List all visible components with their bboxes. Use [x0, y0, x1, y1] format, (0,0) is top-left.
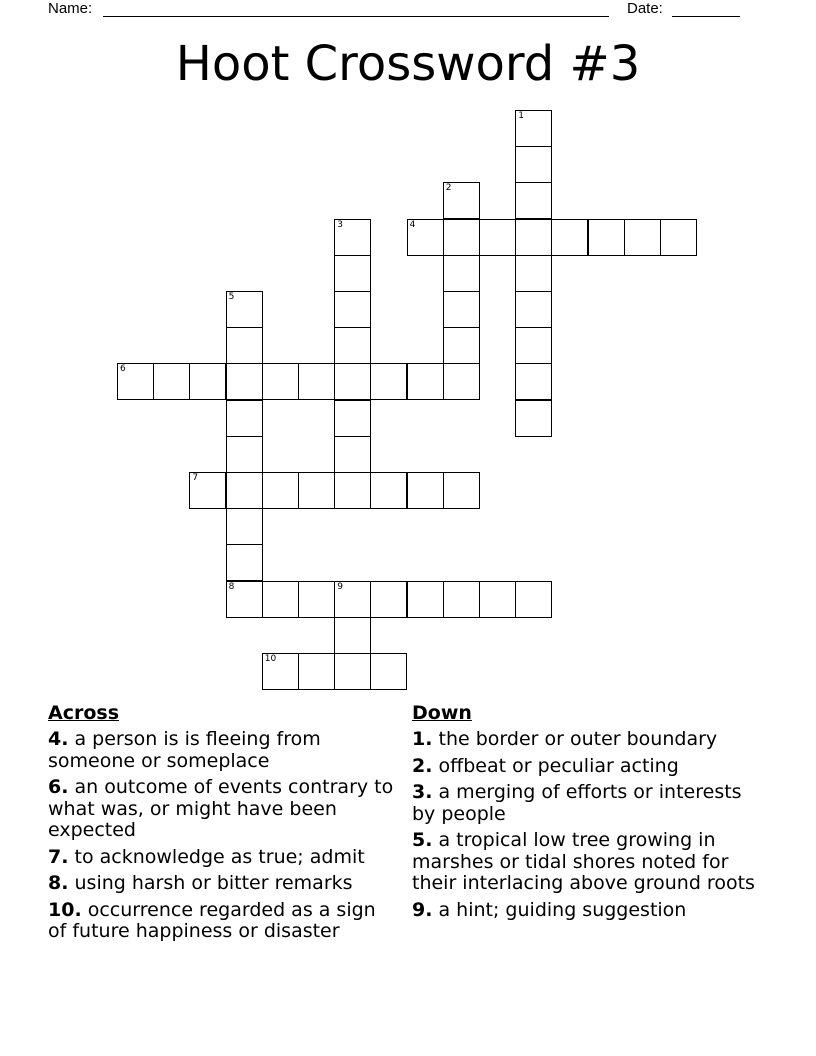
crossword-cell[interactable] [515, 219, 552, 256]
clue-across-7 [48, 847, 398, 869]
crossword-cell[interactable] [298, 653, 335, 690]
crossword-cell[interactable] [226, 327, 263, 364]
date-label: Date: [627, 0, 663, 17]
crossword-cell[interactable] [443, 182, 480, 219]
crossword-cell[interactable] [515, 581, 552, 618]
across-heading: Across [48, 702, 120, 724]
crossword-cell[interactable] [443, 472, 480, 509]
clue-number: 2. [412, 754, 433, 777]
crossword-cell[interactable] [262, 581, 299, 618]
page-title: Hoot Crossword #3 [175, 36, 641, 92]
crossword-cell[interactable] [443, 581, 480, 618]
crossword-cell[interactable] [443, 255, 480, 292]
clue-number-label: 4 [409, 219, 416, 230]
name-blank-line[interactable] [103, 16, 609, 17]
crossword-cell[interactable] [407, 581, 444, 618]
clue-text: a hint; guiding suggestion [438, 898, 687, 921]
clue-number: 3. [412, 781, 433, 803]
crossword-cell[interactable] [262, 653, 299, 690]
clue-text: occurrence regarded as a sign of future happiness or disaster [48, 898, 376, 942]
crossword-cell[interactable] [407, 472, 444, 509]
crossword-cell[interactable] [334, 581, 371, 618]
clue-number-label: 7 [192, 473, 199, 483]
clue-down-3 [412, 782, 762, 825]
crossword-cell[interactable] [226, 436, 263, 473]
clue-across-6 [48, 777, 398, 842]
clue-down-2 [412, 756, 762, 778]
across-clues [48, 702, 398, 948]
crossword-cell[interactable] [515, 363, 552, 400]
clue-down-1 [412, 729, 762, 751]
crossword-cell[interactable] [334, 327, 371, 364]
crossword-cell[interactable] [334, 219, 371, 256]
crossword-cell[interactable] [443, 291, 480, 328]
clue-number: 4. [48, 728, 69, 750]
crossword-cell[interactable] [226, 472, 263, 509]
name-label: Name: [48, 0, 93, 17]
clue-text: an outcome of events contrary to what was, or might have been expected [48, 776, 394, 841]
clue-down-9 [412, 900, 762, 922]
crossword-cell[interactable] [443, 219, 480, 256]
crossword-cell[interactable] [226, 508, 263, 545]
crossword-cell[interactable] [515, 291, 552, 328]
crossword-cell[interactable] [334, 291, 371, 328]
clue-across-8 [48, 873, 398, 895]
clue-text: a merging of efforts or interests by people [412, 781, 742, 825]
crossword-cell[interactable] [226, 291, 263, 328]
crossword-cell[interactable] [334, 472, 371, 509]
clue-number: 9. [412, 898, 433, 921]
clue-text: offbeat or peculiar acting [438, 754, 679, 777]
clue-number: 1. [412, 728, 433, 750]
crossword-cell[interactable] [189, 363, 226, 400]
crossword-cell[interactable] [479, 219, 516, 256]
crossword-cell[interactable] [226, 400, 263, 437]
crossword-cell[interactable] [407, 219, 444, 256]
crossword-cell[interactable] [226, 581, 263, 618]
crossword-cell[interactable] [262, 363, 299, 400]
clue-number: 8. [48, 872, 69, 894]
clue-across-10 [48, 900, 398, 943]
clue-number: 5. [412, 829, 433, 851]
clue-number-label: 6 [120, 364, 126, 375]
clue-number: 6. [48, 776, 69, 798]
crossword-cell[interactable] [334, 436, 371, 473]
crossword-cell[interactable] [298, 363, 335, 400]
crossword-cell[interactable] [515, 182, 552, 219]
crossword-cell[interactable] [515, 110, 552, 147]
crossword-cell[interactable] [407, 363, 444, 400]
down-heading: Down [412, 702, 472, 724]
clue-number-label: 8 [228, 581, 235, 592]
crossword-cell[interactable] [660, 219, 697, 256]
clue-text: a tropical low tree growing in marshes or tidal shores noted for their interlacing above ground roots [412, 829, 755, 894]
clue-number-label: 5 [228, 292, 235, 302]
crossword-cell[interactable] [226, 363, 263, 400]
crossword-cell[interactable] [226, 544, 263, 581]
clue-number-label: 1 [518, 111, 524, 121]
crossword-cell[interactable] [515, 146, 552, 183]
clue-text: the border or outer boundary [438, 728, 718, 750]
crossword-cell[interactable] [479, 581, 516, 618]
crossword-cell[interactable] [370, 653, 407, 690]
name-date-header [48, 0, 748, 20]
crossword-cell[interactable] [551, 219, 588, 256]
date-blank-line[interactable] [672, 16, 740, 17]
crossword-cell[interactable] [443, 363, 480, 400]
crossword-cell[interactable] [298, 581, 335, 618]
clue-number-label: 9 [337, 581, 343, 592]
clue-number-label: 3 [337, 219, 343, 230]
clue-down-5 [412, 830, 762, 895]
crossword-cell[interactable] [334, 653, 371, 690]
crossword-cell[interactable] [370, 472, 407, 509]
down-clues [412, 702, 762, 926]
crossword-cell[interactable] [443, 327, 480, 364]
crossword-cell[interactable] [624, 219, 661, 256]
crossword-cell[interactable] [153, 363, 190, 400]
crossword-cell[interactable] [515, 400, 552, 437]
crossword-cell[interactable] [515, 255, 552, 292]
crossword-cell[interactable] [334, 400, 371, 437]
clue-across-4 [48, 729, 398, 772]
crossword-cell[interactable] [334, 363, 371, 400]
clue-number: 7. [48, 845, 69, 868]
clue-number: 10. [48, 898, 82, 921]
crossword-cell[interactable] [334, 255, 371, 292]
clue-number-label: 10 [264, 654, 277, 664]
crossword-cell[interactable] [189, 472, 226, 509]
clue-text: a person is is fleeing from someone or someplace [48, 728, 321, 772]
crossword-cell[interactable] [117, 363, 154, 400]
clue-text: using harsh or bitter remarks [74, 872, 353, 894]
crossword-cell[interactable] [515, 327, 552, 364]
crossword-cell[interactable] [370, 363, 407, 400]
clue-number-label: 2 [445, 183, 452, 194]
clue-text: to acknowledge as true; admit [74, 845, 365, 868]
crossword-cell[interactable] [298, 472, 335, 509]
crossword-cell[interactable] [262, 472, 299, 509]
crossword-cell[interactable] [370, 581, 407, 618]
crossword-cell[interactable] [588, 219, 625, 256]
crossword-cell[interactable] [334, 617, 371, 654]
